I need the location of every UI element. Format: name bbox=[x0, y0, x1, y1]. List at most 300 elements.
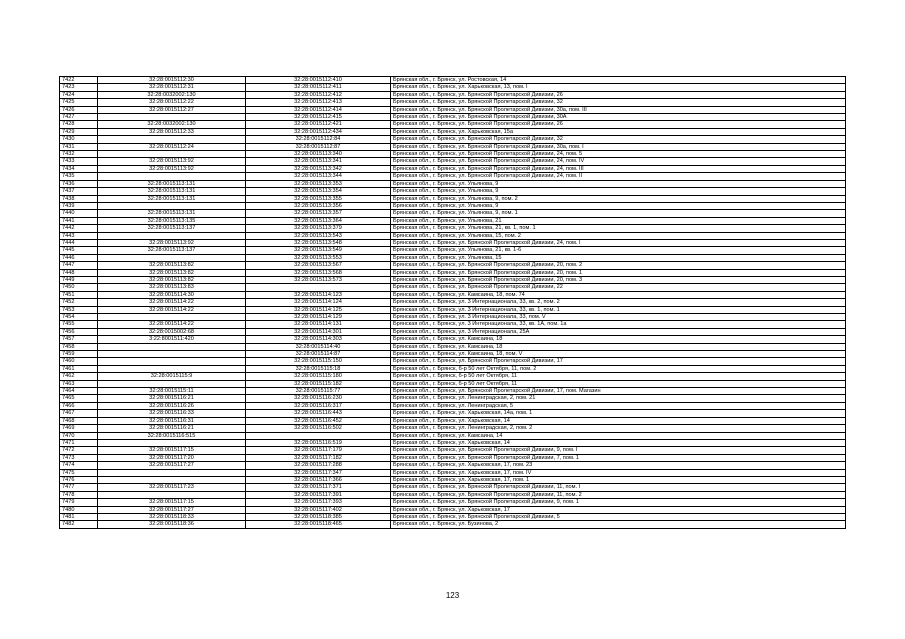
table-row bbox=[60, 276, 846, 283]
object-number-cell: 32:28:0015114:303 bbox=[246, 336, 391, 343]
object-number-cell: 32:28:0015115:77 bbox=[246, 388, 391, 395]
object-number-cell: 32:28:0015115:150 bbox=[246, 358, 391, 365]
table-row bbox=[60, 262, 846, 269]
address-cell: Брянская обл., г. Брянск, ул. Ульянова, 9 bbox=[391, 202, 846, 209]
row-number-cell: 7471 bbox=[60, 439, 98, 446]
object-number-cell: 32:28:0015113:341 bbox=[246, 158, 391, 165]
row-number-cell: 7468 bbox=[60, 417, 98, 424]
parcel-number-cell: 32:28:0015117:20 bbox=[98, 454, 246, 461]
table-row bbox=[60, 165, 846, 172]
address-cell: Брянская обл., г. Брянск, ул. Харьковская, 14 bbox=[391, 417, 846, 424]
parcel-number-cell bbox=[98, 173, 246, 180]
parcel-number-cell: 32:28:0015118:33 bbox=[98, 513, 246, 520]
object-number-cell: 32:28:0015117:347 bbox=[246, 469, 391, 476]
object-number-cell: 32:28:0015114:87 bbox=[246, 351, 391, 358]
address-cell: Брянская обл., г. Брянск, ул. Ульянова, 9, пом. 2 bbox=[391, 195, 846, 202]
table-row bbox=[60, 432, 846, 439]
table-row bbox=[60, 84, 846, 91]
table-row bbox=[60, 91, 846, 98]
table-row bbox=[60, 210, 846, 217]
address-cell: Брянская обл., г. Брянск, ул. Харьковская, 17, пом. 1 bbox=[391, 476, 846, 483]
table-row bbox=[60, 506, 846, 513]
object-number-cell: 32:28:0015113:568 bbox=[246, 269, 391, 276]
table-row bbox=[60, 239, 846, 246]
parcel-number-cell: 32:28:0015113:82 bbox=[98, 262, 246, 269]
table-row bbox=[60, 106, 846, 113]
parcel-number-cell: 32:28:0015112:27 bbox=[98, 106, 246, 113]
table-row bbox=[60, 225, 846, 232]
parcel-number-cell: 32:28:0015112:30 bbox=[98, 77, 246, 84]
object-number-cell bbox=[246, 284, 391, 291]
row-number-cell: 7440 bbox=[60, 210, 98, 217]
row-number-cell: 7427 bbox=[60, 114, 98, 121]
address-cell: Брянская обл., г. Брянск, б-р 50 лет Октября, 11, пом. 2 bbox=[391, 365, 846, 372]
address-cell: Брянская обл., г. Брянск, ул. Брянской Пролетарской Дивизии, 32 bbox=[391, 136, 846, 143]
object-number-cell: 32:28:0015117:182 bbox=[246, 454, 391, 461]
object-number-cell: 32:28:0015112:412 bbox=[246, 91, 391, 98]
parcel-number-cell bbox=[98, 380, 246, 387]
parcel-number-cell: 32:28:0015117:15 bbox=[98, 499, 246, 506]
address-cell: Брянская обл., г. Брянск, ул. Брянской Пролетарской Дивизии, 9, пом. 1 bbox=[391, 499, 846, 506]
parcel-number-cell: 32:28:0015117:27 bbox=[98, 506, 246, 513]
parcel-number-cell: 32:28:0015112:24 bbox=[98, 143, 246, 150]
row-number-cell: 7431 bbox=[60, 143, 98, 150]
parcel-number-cell: 32:28:0015115:9 bbox=[98, 373, 246, 380]
object-number-cell: 32:28:0015116:502 bbox=[246, 425, 391, 432]
table-row bbox=[60, 291, 846, 298]
parcel-number-cell: 32:28:0015113:131 bbox=[98, 210, 246, 217]
address-cell: Брянская обл., г. Брянск, ул. Брянской Пролетарской Дивизии, 32 bbox=[391, 99, 846, 106]
table-row bbox=[60, 180, 846, 187]
address-cell: Брянская обл., г. Брянск, ул. 3 Интернационала, 33, пом. V bbox=[391, 314, 846, 321]
row-number-cell: 7429 bbox=[60, 128, 98, 135]
object-number-cell: 32:28:0015115:182 bbox=[246, 380, 391, 387]
object-number-cell: 32:28:0015113:342 bbox=[246, 165, 391, 172]
row-number-cell: 7475 bbox=[60, 469, 98, 476]
table-row bbox=[60, 395, 846, 402]
row-number-cell: 7461 bbox=[60, 365, 98, 372]
row-number-cell: 7479 bbox=[60, 499, 98, 506]
address-cell: Брянская обл., г. Брянск, ул. Брянской Пролетарской Дивизии, 20, пом. 1 bbox=[391, 269, 846, 276]
parcel-number-cell: 32:28:0015113:92 bbox=[98, 165, 246, 172]
row-number-cell: 7425 bbox=[60, 99, 98, 106]
object-number-cell: 32:28:0015112:87 bbox=[246, 143, 391, 150]
object-number-cell: 32:28:0015116:519 bbox=[246, 439, 391, 446]
row-number-cell: 7433 bbox=[60, 158, 98, 165]
object-number-cell: 32:28:0015117:393 bbox=[246, 499, 391, 506]
row-number-cell: 7437 bbox=[60, 188, 98, 195]
object-number-cell: 32:28:0015112:413 bbox=[246, 99, 391, 106]
row-number-cell: 7441 bbox=[60, 217, 98, 224]
parcel-number-cell bbox=[98, 343, 246, 350]
address-cell: Брянская обл., г. Брянск, ул. Брянской Пролетарской Дивизии, 26 bbox=[391, 91, 846, 98]
row-number-cell: 7473 bbox=[60, 454, 98, 461]
table-body bbox=[60, 77, 846, 529]
row-number-cell: 7449 bbox=[60, 276, 98, 283]
address-cell: Брянская обл., г. Брянск, ул. Харьковская, 17, пом. IV bbox=[391, 469, 846, 476]
parcel-number-cell bbox=[98, 358, 246, 365]
address-cell: Брянская обл., г. Брянск, ул. Брянской Пролетарской Дивизии, 5 bbox=[391, 513, 846, 520]
row-number-cell: 7457 bbox=[60, 336, 98, 343]
table-row bbox=[60, 254, 846, 261]
parcel-number-cell: 32:28:0032002:130 bbox=[98, 121, 246, 128]
table-row bbox=[60, 491, 846, 498]
row-number-cell: 7436 bbox=[60, 180, 98, 187]
row-number-cell: 7477 bbox=[60, 484, 98, 491]
address-cell: Брянская обл., г. Брянск, ул. Ленинградская, 5 bbox=[391, 402, 846, 409]
object-number-cell: 32:28:0015112:434 bbox=[246, 128, 391, 135]
parcel-number-cell bbox=[98, 469, 246, 476]
object-number-cell: 32:28:0015113:344 bbox=[246, 173, 391, 180]
table-row bbox=[60, 314, 846, 321]
parcel-number-cell: 32:28:0015116:515 bbox=[98, 432, 246, 439]
parcel-number-cell bbox=[98, 114, 246, 121]
row-number-cell: 7438 bbox=[60, 195, 98, 202]
address-cell: Брянская обл., г. Брянск, б-р 50 лет Октября, 11 bbox=[391, 380, 846, 387]
address-cell: Брянская обл., г. Брянск, ул. Брянской Пролетарской Дивизии, 22 bbox=[391, 284, 846, 291]
address-cell: Брянская обл., г. Брянск, ул. Ульянова, 9 bbox=[391, 180, 846, 187]
address-cell: Брянская обл., г. Брянск, ул. Камсаина, 18 bbox=[391, 343, 846, 350]
row-number-cell: 7422 bbox=[60, 77, 98, 84]
object-number-cell: 32:28:0015113:353 bbox=[246, 180, 391, 187]
parcel-number-cell: 32:28:0015113:131 bbox=[98, 180, 246, 187]
parcel-number-cell bbox=[98, 491, 246, 498]
parcel-number-cell: 32:28:0032002:130 bbox=[98, 91, 246, 98]
address-cell: Брянская обл., г. Брянск, ул. Брянской Пролетарской Дивизии, 11, пом. 2 bbox=[391, 491, 846, 498]
parcel-number-cell: 32:28:0015114:22 bbox=[98, 299, 246, 306]
table-row bbox=[60, 417, 846, 424]
parcel-number-cell bbox=[98, 202, 246, 209]
object-number-cell: 32:28:0015113:340 bbox=[246, 151, 391, 158]
row-number-cell: 7480 bbox=[60, 506, 98, 513]
object-number-cell: 32:28:0015113:357 bbox=[246, 210, 391, 217]
row-number-cell: 7463 bbox=[60, 380, 98, 387]
page-number: 123 bbox=[445, 591, 460, 600]
table-row bbox=[60, 217, 846, 224]
address-cell: Брянская обл., г. Брянск, ул. Брянской Пролетарской Дивизии, 11, пом. I bbox=[391, 484, 846, 491]
table-row bbox=[60, 358, 846, 365]
object-number-cell: 32:28:0015113:379 bbox=[246, 225, 391, 232]
table-row bbox=[60, 351, 846, 358]
object-number-cell: 32:28:0015117:391 bbox=[246, 491, 391, 498]
table-row bbox=[60, 188, 846, 195]
row-number-cell: 7459 bbox=[60, 351, 98, 358]
row-number-cell: 7451 bbox=[60, 291, 98, 298]
address-cell: Брянская обл., г. Брянск, ул. Харьковская, 13, пом. I bbox=[391, 84, 846, 91]
object-number-cell: 32:28:0015113:356 bbox=[246, 202, 391, 209]
row-number-cell: 7474 bbox=[60, 462, 98, 469]
address-cell: Брянская обл., г. Брянск, ул. Брянской Пролетарской Дивизии, 30А bbox=[391, 114, 846, 121]
row-number-cell: 7452 bbox=[60, 299, 98, 306]
parcel-number-cell: 32:28:0015115:11 bbox=[98, 388, 246, 395]
table-row bbox=[60, 158, 846, 165]
address-cell: Брянская обл., г. Брянск, ул. Ульянова, 21 bbox=[391, 217, 846, 224]
parcel-number-cell: 32:28:0015112:33 bbox=[98, 128, 246, 135]
address-cell: Брянская обл., г. Брянск, ул. 3 Интернационала, 33, кв. 1А, пом. 1а bbox=[391, 321, 846, 328]
row-number-cell: 7456 bbox=[60, 328, 98, 335]
parcel-number-cell: 32:28:0015116:21 bbox=[98, 425, 246, 432]
table-row bbox=[60, 499, 846, 506]
parcel-number-cell bbox=[98, 314, 246, 321]
row-number-cell: 7458 bbox=[60, 343, 98, 350]
address-cell: Брянская обл., г. Брянск, ул. Брянской Пролетарской Дивизии, 30а, пом. I bbox=[391, 143, 846, 150]
object-number-cell: 32:28:0015115:18 bbox=[246, 365, 391, 372]
address-cell: Брянская обл., г. Брянск, ул. Ульянова, 15 bbox=[391, 254, 846, 261]
parcel-number-cell: 32:28:0015113:82 bbox=[98, 276, 246, 283]
row-number-cell: 7472 bbox=[60, 447, 98, 454]
parcel-number-cell: 32:28:0015113:83 bbox=[98, 284, 246, 291]
table-row bbox=[60, 439, 846, 446]
object-number-cell: 32:28:0015118:385 bbox=[246, 513, 391, 520]
table-row bbox=[60, 143, 846, 150]
address-cell: Брянская обл., г. Брянск, ул. Камсаина, 18, пом. V bbox=[391, 351, 846, 358]
address-cell: Брянская обл., г. Брянск, ул. Брянской Пролетарской Дивизии, 20, пом. 3 bbox=[391, 276, 846, 283]
table-row bbox=[60, 306, 846, 313]
parcel-number-cell: 32:28:0015113:92 bbox=[98, 158, 246, 165]
parcel-number-cell: 32:28:0015118:36 bbox=[98, 521, 246, 528]
row-number-cell: 7423 bbox=[60, 84, 98, 91]
table-row bbox=[60, 380, 846, 387]
object-number-cell: 32:28:0015112:410 bbox=[246, 77, 391, 84]
parcel-number-cell: 32:28:0015113:131 bbox=[98, 195, 246, 202]
address-cell: Брянская обл., г. Брянск, ул. Ленинградская, 2, пом. 21 bbox=[391, 395, 846, 402]
object-number-cell bbox=[246, 432, 391, 439]
table-row bbox=[60, 136, 846, 143]
table-row bbox=[60, 173, 846, 180]
table-row bbox=[60, 476, 846, 483]
object-number-cell: 32:28:0015114:125 bbox=[246, 306, 391, 313]
row-number-cell: 7424 bbox=[60, 91, 98, 98]
address-cell: Брянская обл., г. Брянск, ул. Харьковская, 14 bbox=[391, 439, 846, 446]
object-number-cell: 32:28:0015116:443 bbox=[246, 410, 391, 417]
row-number-cell: 7450 bbox=[60, 284, 98, 291]
address-cell: Брянская обл., г. Брянск, ул. Камсаина, 18 bbox=[391, 336, 846, 343]
address-cell: Брянская обл., г. Брянск, ул. Ульянова, 9, пом. 1 bbox=[391, 210, 846, 217]
cadastral-table bbox=[59, 76, 846, 529]
object-number-cell: 32:28:0015116:317 bbox=[246, 402, 391, 409]
row-number-cell: 7442 bbox=[60, 225, 98, 232]
row-number-cell: 7439 bbox=[60, 202, 98, 209]
table-row bbox=[60, 447, 846, 454]
parcel-number-cell bbox=[98, 439, 246, 446]
row-number-cell: 7460 bbox=[60, 358, 98, 365]
table-row bbox=[60, 484, 846, 491]
address-cell: Брянская обл., г. Брянск, ул. Ленинградская, 2, пом. 2 bbox=[391, 425, 846, 432]
object-number-cell: 32:28:0015114:301 bbox=[246, 328, 391, 335]
parcel-number-cell: 32:28:0015117:23 bbox=[98, 484, 246, 491]
parcel-number-cell bbox=[98, 351, 246, 358]
row-number-cell: 7445 bbox=[60, 247, 98, 254]
table-row bbox=[60, 299, 846, 306]
table-row bbox=[60, 99, 846, 106]
object-number-cell: 32:28:0015114:123 bbox=[246, 291, 391, 298]
parcel-number-cell: 32:28:0015113:82 bbox=[98, 269, 246, 276]
parcel-number-cell: 32:28:0015117:15 bbox=[98, 447, 246, 454]
object-number-cell: 32:28:0015118:465 bbox=[246, 521, 391, 528]
address-cell: Брянская обл., г. Брянск, ул. Камсаина, 14 bbox=[391, 432, 846, 439]
parcel-number-cell: 32:28:0015113:137 bbox=[98, 225, 246, 232]
address-cell: Брянская обл., г. Брянск, ул. Ульянова, 9 bbox=[391, 188, 846, 195]
table-row bbox=[60, 321, 846, 328]
parcel-number-cell: 32:28:0015114:22 bbox=[98, 306, 246, 313]
parcel-number-cell: 32:28:0015116:26 bbox=[98, 402, 246, 409]
address-cell: Брянская обл., г. Брянск, ул. Бузинова, 2 bbox=[391, 521, 846, 528]
parcel-number-cell bbox=[98, 232, 246, 239]
object-number-cell: 32:28:0015117:366 bbox=[246, 476, 391, 483]
row-number-cell: 7481 bbox=[60, 513, 98, 520]
table-row bbox=[60, 343, 846, 350]
document-page bbox=[59, 76, 845, 529]
table-row bbox=[60, 388, 846, 395]
table-row bbox=[60, 77, 846, 84]
address-cell: Брянская обл., г. Брянск, ул. Брянской Пролетарской Дивизии, 7, пом. 1 bbox=[391, 454, 846, 461]
address-cell: Брянская обл., г. Брянск, ул. Брянской Пролетарской Дивизии, 24, пом. II bbox=[391, 173, 846, 180]
row-number-cell: 7465 bbox=[60, 395, 98, 402]
table-row bbox=[60, 202, 846, 209]
table-row bbox=[60, 365, 846, 372]
table-row bbox=[60, 328, 846, 335]
table-row bbox=[60, 402, 846, 409]
parcel-number-cell bbox=[98, 476, 246, 483]
address-cell: Брянская обл., г. Брянск, ул. Ульянова, 21, кв. 1, пом. 1 bbox=[391, 225, 846, 232]
row-number-cell: 7478 bbox=[60, 491, 98, 498]
table-row bbox=[60, 513, 846, 520]
row-number-cell: 7443 bbox=[60, 232, 98, 239]
table-row bbox=[60, 247, 846, 254]
address-cell: Брянская обл., г. Брянск, ул. Ульянова, 21, кв. 1-6 bbox=[391, 247, 846, 254]
object-number-cell: 32:28:0015113:548 bbox=[246, 239, 391, 246]
object-number-cell: 32:28:0015113:573 bbox=[246, 276, 391, 283]
row-number-cell: 7464 bbox=[60, 388, 98, 395]
object-number-cell: 32:28:0015113:355 bbox=[246, 195, 391, 202]
row-number-cell: 7462 bbox=[60, 373, 98, 380]
table-row bbox=[60, 410, 846, 417]
table-row bbox=[60, 195, 846, 202]
row-number-cell: 7430 bbox=[60, 136, 98, 143]
table-row bbox=[60, 373, 846, 380]
object-number-cell: 32:28:0015113:543 bbox=[246, 232, 391, 239]
address-cell: Брянская обл., г. Брянск, ул. Брянской Пролетарской Дивизии, 17, пом. Магазин bbox=[391, 388, 846, 395]
address-cell: Брянская обл., г. Брянск, ул. Брянской Пролетарской Дивизии, 30а, пом. III bbox=[391, 106, 846, 113]
object-number-cell: 32:28:0015112:414 bbox=[246, 106, 391, 113]
row-number-cell: 7434 bbox=[60, 165, 98, 172]
address-cell: Брянская обл., г. Брянск, ул. Брянской Пролетарской Дивизии, 9, пом. I bbox=[391, 447, 846, 454]
address-cell: Брянская обл., г. Брянск, ул. Брянской Пролетарской Дивизии, 24, пом. IV bbox=[391, 158, 846, 165]
parcel-number-cell bbox=[98, 136, 246, 143]
parcel-number-cell: 32:28:0015112:31 bbox=[98, 84, 246, 91]
parcel-number-cell bbox=[98, 254, 246, 261]
address-cell: Брянская обл., г. Брянск, ул. 3 Интернационала, 33, кв. 2, пом. 2 bbox=[391, 299, 846, 306]
address-cell: Брянская обл., г. Брянск, ул. Брянской Пролетарской Дивизии, 24, пом. 5 bbox=[391, 151, 846, 158]
object-number-cell: 32:28:0015113:364 bbox=[246, 217, 391, 224]
row-number-cell: 7448 bbox=[60, 269, 98, 276]
object-number-cell: 32:28:0015113:354 bbox=[246, 188, 391, 195]
row-number-cell: 7482 bbox=[60, 521, 98, 528]
parcel-number-cell: 32:28:0015116:33 bbox=[98, 410, 246, 417]
row-number-cell: 7469 bbox=[60, 425, 98, 432]
object-number-cell: 32:28:0015112:411 bbox=[246, 84, 391, 91]
row-number-cell: 7428 bbox=[60, 121, 98, 128]
row-number-cell: 7446 bbox=[60, 254, 98, 261]
object-number-cell: 32:28:0015113:553 bbox=[246, 254, 391, 261]
parcel-number-cell: 32:28:0015113:92 bbox=[98, 239, 246, 246]
parcel-number-cell: 32:28:0015002:68 bbox=[98, 328, 246, 335]
object-number-cell: 32:28:0015114:129 bbox=[246, 314, 391, 321]
address-cell: Брянская обл., г. Брянск, б-р 50 лет Октября, 11 bbox=[391, 373, 846, 380]
row-number-cell: 7453 bbox=[60, 306, 98, 313]
object-number-cell: 32:28:0015114:131 bbox=[246, 321, 391, 328]
table-row bbox=[60, 284, 846, 291]
parcel-number-cell: 32:28:0015117:27 bbox=[98, 462, 246, 469]
object-number-cell: 32:28:0015117:371 bbox=[246, 484, 391, 491]
table-row bbox=[60, 469, 846, 476]
row-number-cell: 7426 bbox=[60, 106, 98, 113]
table-row bbox=[60, 521, 846, 528]
object-number-cell: 32:28:0015113:549 bbox=[246, 247, 391, 254]
address-cell: Брянская обл., г. Брянск, ул. Брянской Пролетарской Дивизии, 20, пом. 2 bbox=[391, 262, 846, 269]
parcel-number-cell: 32:28:0015114:22 bbox=[98, 321, 246, 328]
address-cell: Брянская обл., г. Брянск, ул. Харьковская, 14а, пом. 1 bbox=[391, 410, 846, 417]
row-number-cell: 7435 bbox=[60, 173, 98, 180]
row-number-cell: 7432 bbox=[60, 151, 98, 158]
object-number-cell: 32:28:0015117:179 bbox=[246, 447, 391, 454]
object-number-cell: 32:28:0015114:124 bbox=[246, 299, 391, 306]
address-cell: Брянская обл., г. Брянск, ул. Брянской Пролетарской Дивизии, 26 bbox=[391, 121, 846, 128]
parcel-number-cell: 32:28:0015114:30 bbox=[98, 291, 246, 298]
row-number-cell: 7467 bbox=[60, 410, 98, 417]
address-cell: Брянская обл., г. Брянск, ул. Брянской Пролетарской Дивизии, 24, пом. I bbox=[391, 239, 846, 246]
row-number-cell: 7447 bbox=[60, 262, 98, 269]
address-cell: Брянская обл., г. Брянск, ул. Камсаина, 18, пом. 74 bbox=[391, 291, 846, 298]
parcel-number-cell: 32:28:0015113:131 bbox=[98, 188, 246, 195]
table-row bbox=[60, 336, 846, 343]
parcel-number-cell: 32:28:0015113:137 bbox=[98, 247, 246, 254]
object-number-cell: 32:28:0015112:421 bbox=[246, 121, 391, 128]
object-number-cell: 32:28:0015117:402 bbox=[246, 506, 391, 513]
object-number-cell: 32:28:0015113:567 bbox=[246, 262, 391, 269]
object-number-cell: 32:28:0015116:452 bbox=[246, 417, 391, 424]
parcel-number-cell bbox=[98, 151, 246, 158]
object-number-cell: 32:28:0015114:40 bbox=[246, 343, 391, 350]
address-cell: Брянская обл., г. Брянск, ул. Ульянова, 15, пом. 2 bbox=[391, 232, 846, 239]
address-cell: Брянская обл., г. Брянск, ул. Ростовская, 14 bbox=[391, 77, 846, 84]
address-cell: Брянская обл., г. Брянск, ул. Харьковская, 17 bbox=[391, 506, 846, 513]
address-cell: Брянская обл., г. Брянск, ул. Брянской Пролетарской Дивизии, 24, пом. III bbox=[391, 165, 846, 172]
parcel-number-cell: 32:28:0015112:22 bbox=[98, 99, 246, 106]
address-cell: Брянская обл., г. Брянск, ул. 3 Интернационала, 25А bbox=[391, 328, 846, 335]
table-row bbox=[60, 114, 846, 121]
object-number-cell: 32:28:0015112:84 bbox=[246, 136, 391, 143]
parcel-number-cell: 3:22:8001511:420 bbox=[98, 336, 246, 343]
parcel-number-cell bbox=[98, 365, 246, 372]
row-number-cell: 7476 bbox=[60, 476, 98, 483]
object-number-cell: 32:28:0015112:415 bbox=[246, 114, 391, 121]
row-number-cell: 7466 bbox=[60, 402, 98, 409]
object-number-cell: 32:28:0015116:230 bbox=[246, 395, 391, 402]
address-cell: Брянская обл., г. Брянск, ул. Брянской Пролетарской Дивизии, 17 bbox=[391, 358, 846, 365]
table-row bbox=[60, 121, 846, 128]
row-number-cell: 7455 bbox=[60, 321, 98, 328]
parcel-number-cell: 32:28:0015116:31 bbox=[98, 417, 246, 424]
address-cell: Брянская обл., г. Брянск, ул. Харьковская, 17, пом. 23 bbox=[391, 462, 846, 469]
table-row bbox=[60, 269, 846, 276]
table-row bbox=[60, 232, 846, 239]
object-number-cell: 32:28:0015117:288 bbox=[246, 462, 391, 469]
object-number-cell: 32:28:0015115:180 bbox=[246, 373, 391, 380]
table-row bbox=[60, 462, 846, 469]
address-cell: Брянская обл., г. Брянск, ул. Харьковская, 15а bbox=[391, 128, 846, 135]
table-row bbox=[60, 425, 846, 432]
